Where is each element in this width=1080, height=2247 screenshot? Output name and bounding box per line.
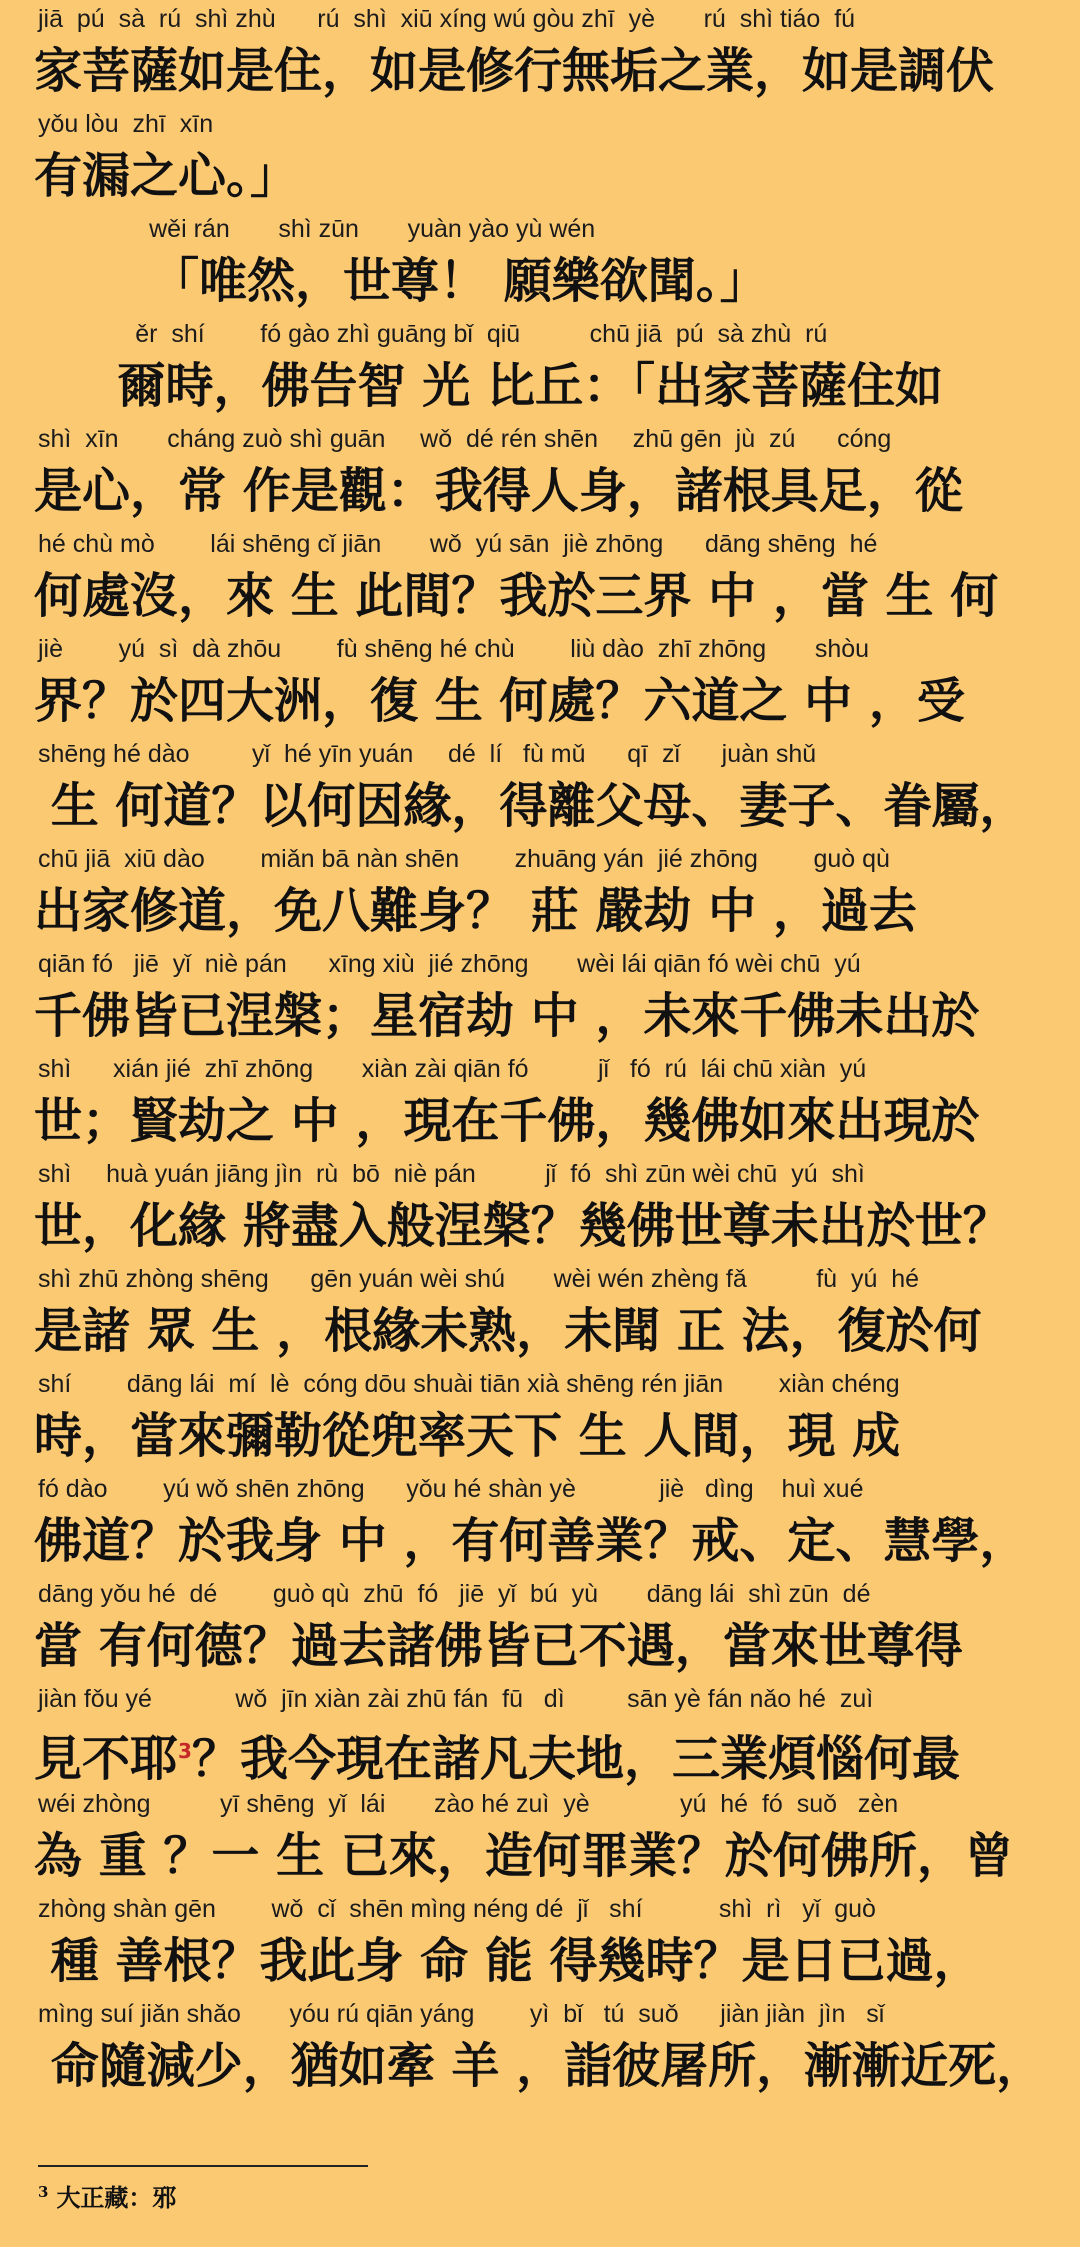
verse-line	[0, 527, 1080, 632]
verse-line	[0, 1472, 1080, 1577]
pinyin-line: dāng yǒu hé dé guò qù zhū fó jiē yǐ bú yù dāng lái shì zūn dé	[38, 1580, 871, 1608]
hanzi-line	[0, 40, 1080, 102]
pinyin-line: shì huà yuán jiāng jìn rù bō niè pán jǐ fó shì zūn wèi chū yú shì	[38, 1160, 865, 1188]
hanzi-line	[0, 1090, 1080, 1152]
hanzi-text: 千佛皆已涅槃；星宿劫 中 ，未來千佛未出於	[34, 988, 980, 1044]
hanzi-text: 是心，常 作是觀：我得人身，諸根具足，從	[34, 463, 963, 519]
hanzi-text: 是諸 眾 生 ，根緣未熟，未聞 正 法，復於何	[34, 1303, 982, 1359]
pinyin-line: shì xīn cháng zuò shì guān wǒ dé rén shēn zhū gēn jù zú cóng	[38, 425, 892, 453]
hanzi-text: 「唯然，世尊！ 願樂欲聞。」	[34, 253, 768, 309]
hanzi-text: 生 何道？以何因緣，得離父母、妻子、眷屬，	[34, 778, 1028, 834]
pinyin-line: yǒu lòu zhī xīn	[38, 110, 214, 138]
hanzi-line	[0, 145, 1080, 207]
hanzi-line	[0, 985, 1080, 1047]
hanzi-text: 世，化緣 將盡入般涅槃？幾佛世尊未出於世？	[34, 1198, 1011, 1254]
hanzi-text: 世；賢劫之 中 ，現在千佛，幾佛如來出現於	[34, 1093, 980, 1149]
hanzi-text: 家菩薩如是住，如是修行無垢之業，如是調伏	[34, 43, 995, 99]
footnote	[38, 2178, 176, 2213]
verse-line	[0, 1367, 1080, 1472]
verse-line	[0, 1052, 1080, 1157]
hanzi-line	[0, 1300, 1080, 1362]
pinyin-line: qiān fó jiē yǐ niè pán xīng xiù jié zhōng wèi lái qiān fó wèi chū yú	[38, 950, 861, 978]
footnote-number: 3	[38, 2183, 49, 2201]
verse-line	[0, 1997, 1080, 2102]
hanzi-line	[0, 1195, 1080, 1257]
hanzi-line	[0, 1405, 1080, 1467]
footnote-text: 大正藏：邪	[56, 2183, 177, 2212]
hanzi-line	[0, 670, 1080, 732]
hanzi-line	[0, 355, 1080, 417]
verse-line	[0, 2, 1080, 107]
pinyin-line: chū jiā xiū dào miǎn bā nàn shēn zhuāng yán jié zhōng guò qù	[38, 845, 890, 873]
pinyin-line: shēng hé dào yǐ hé yīn yuán dé lí fù mǔ qī zǐ juàn shǔ	[38, 740, 817, 768]
pinyin-line: wěi rán shì zūn yuàn yào yù wén	[38, 215, 596, 243]
hanzi-text: 時，當來彌勒從兜率天下 生 人間，現 成	[34, 1408, 901, 1464]
verse-line	[0, 1577, 1080, 1682]
pinyin-line: wéi zhòng yī shēng yǐ lái zào hé zuì yè yú hé fó suǒ zèn	[38, 1790, 899, 1818]
hanzi-text: 爾時，佛告智 光 比丘：「出家菩薩住如	[34, 358, 943, 414]
hanzi-text: 種 善根？我此身 命 能 得幾時？是日已過，	[34, 1933, 982, 1989]
pinyin-line: hé chù mò lái shēng cǐ jiān wǒ yú sān jiè zhōng dāng shēng hé	[38, 530, 878, 558]
hanzi-line	[0, 1615, 1080, 1677]
verse-line	[0, 1682, 1080, 1787]
verse-line	[0, 422, 1080, 527]
verse-line	[0, 107, 1080, 212]
hanzi-text-continued: ？我今現在諸凡夫地，三業煩惱何最	[191, 1731, 960, 1787]
hanzi-line	[0, 880, 1080, 942]
hanzi-line	[0, 565, 1080, 627]
verse-line	[0, 632, 1080, 737]
hanzi-text: 命隨減少，猶如牽 羊 ，詣彼屠所，漸漸近死，	[34, 2038, 1045, 2094]
hanzi-text: 見不耶	[34, 1731, 179, 1787]
verse-line	[0, 1892, 1080, 1997]
hanzi-line	[0, 460, 1080, 522]
footnote-marker[interactable]: 3	[178, 1739, 192, 1763]
pinyin-line: shì zhū zhòng shēng gēn yuán wèi shú wèi wén zhèng fǎ fù yú hé	[38, 1265, 920, 1293]
hanzi-text: 出家修道，免八難身？ 莊 嚴劫 中 ，過去	[34, 883, 917, 939]
verse-line	[0, 947, 1080, 1052]
hanzi-line	[0, 2035, 1080, 2097]
pinyin-line: fó dào yú wǒ shēn zhōng yǒu hé shàn yè jiè dìng huì xué	[38, 1475, 864, 1503]
footnote-divider	[38, 2165, 368, 2167]
hanzi-line	[0, 775, 1080, 837]
hanzi-text: 佛道？於我身 中 ，有何善業？戒、定、慧學，	[34, 1513, 1028, 1569]
verse-line	[0, 842, 1080, 947]
hanzi-line	[0, 1510, 1080, 1572]
pinyin-line: jiè yú sì dà zhōu fù shēng hé chù liù dào zhī zhōng shòu	[38, 635, 870, 663]
hanzi-line	[0, 1720, 1080, 1787]
hanzi-line	[0, 1930, 1080, 1992]
pinyin-line: ěr shí fó gào zhì guāng bǐ qiū chū jiā pú sà zhù rú	[38, 320, 828, 348]
hanzi-text: 界？於四大洲，復 生 何處？六道之 中 ，受	[34, 673, 965, 729]
verse-line	[0, 737, 1080, 842]
hanzi-line	[0, 250, 1080, 312]
hanzi-text: 當 有何德？過去諸佛皆已不遇，當來世尊得	[34, 1618, 963, 1674]
pinyin-line: jiā pú sà rú shì zhù rú shì xiū xíng wú gòu zhī yè rú shì tiáo fú	[38, 5, 856, 33]
verse-line	[0, 1787, 1080, 1892]
pinyin-line: shí dāng lái mí lè cóng dōu shuài tiān xià shēng rén jiān xiàn chéng	[38, 1370, 900, 1398]
hanzi-line	[0, 1825, 1080, 1887]
verse-line	[0, 1262, 1080, 1367]
pinyin-line: zhòng shàn gēn wǒ cǐ shēn mìng néng dé jǐ shí shì rì yǐ guò	[38, 1895, 876, 1923]
pinyin-line: shì xián jié zhī zhōng xiàn zài qiān fó jǐ fó rú lái chū xiàn yú	[38, 1055, 867, 1083]
pinyin-line: mìng suí jiǎn shǎo yóu rú qiān yáng yì bǐ tú suǒ jiàn jiàn jìn sǐ	[38, 2000, 885, 2028]
hanzi-text: 為 重 ？一 生 已來，造何罪業？於何佛所，曾	[34, 1828, 1013, 1884]
hanzi-text: 有漏之心。」	[34, 148, 299, 204]
hanzi-text: 何處沒，來 生 此間？我於三界 中 ，當 生 何	[34, 568, 999, 624]
verse-line	[0, 1157, 1080, 1262]
pinyin-line: jiàn fǒu yé wǒ jīn xiàn zài zhū fán fū dì sān yè fán nǎo hé zuì	[38, 1685, 874, 1713]
verse-line	[0, 212, 1080, 317]
verse-line	[0, 317, 1080, 422]
